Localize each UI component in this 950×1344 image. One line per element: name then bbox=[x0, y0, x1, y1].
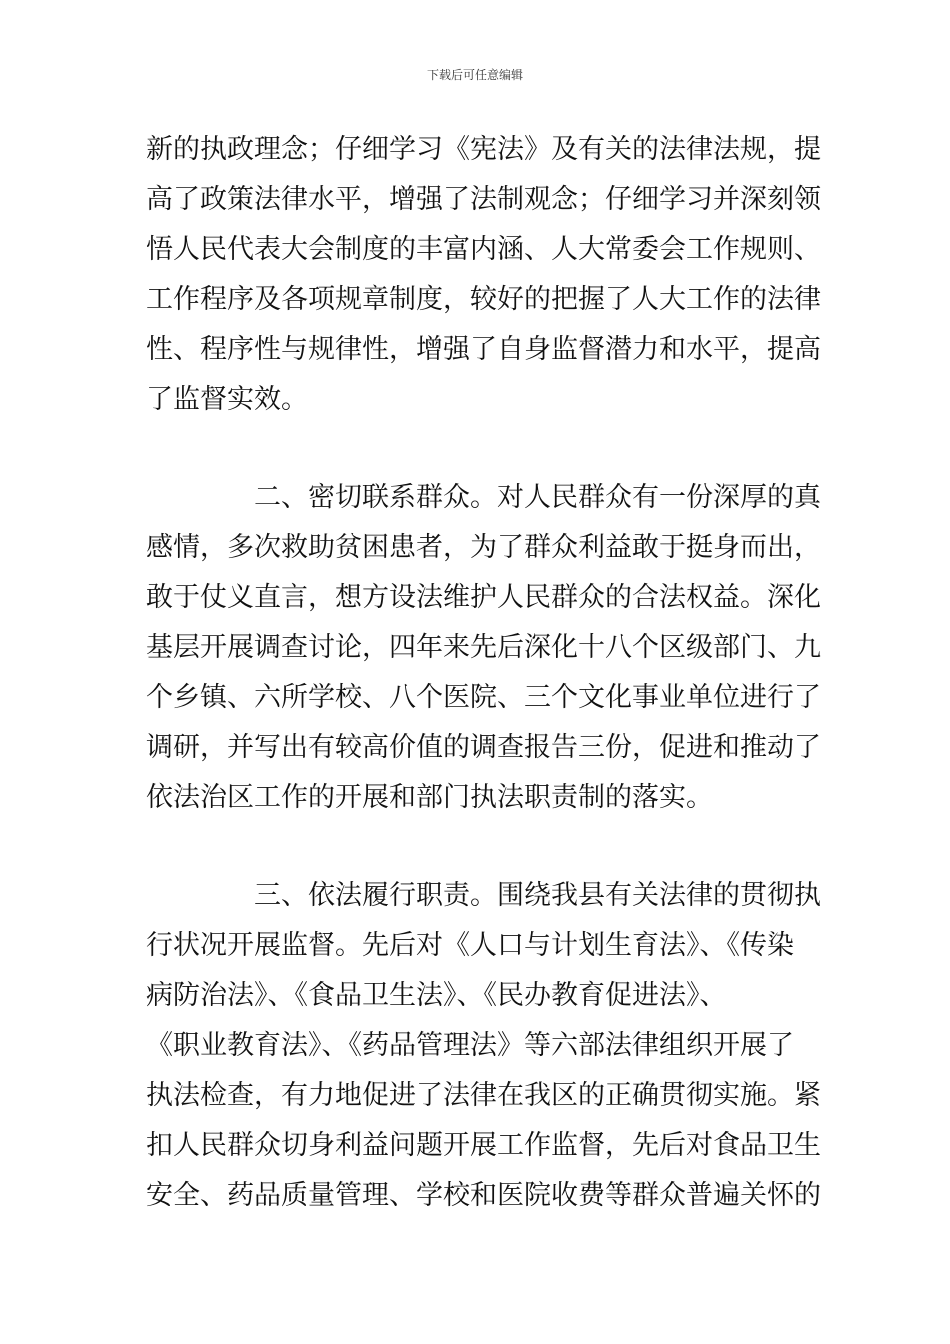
text-line: 性、程序性与规律性，增强了自身监督潜力和水平，提高 bbox=[146, 334, 821, 365]
text-line: 悟人民代表大会制度的丰富内涵、人大常委会工作规则、 bbox=[146, 234, 821, 265]
text-line: 安全、药品质量管理、学校和医院收费等群众普遍关怀的 bbox=[146, 1180, 821, 1211]
text-line: 病防治法》、《食品卫生法》、《民办教育促进法》、 bbox=[146, 980, 727, 1011]
text-line: 依法治区工作的开展和部门执法职责制的落实。 bbox=[146, 782, 713, 813]
page-header-note: 下载后可任意编辑 bbox=[426, 68, 523, 82]
text-line: 扣人民群众切身利益问题开展工作监督，先后对食品卫生 bbox=[146, 1130, 821, 1161]
text-line: 工作程序及各项规章制度，较好的把握了人大工作的法律 bbox=[146, 284, 821, 315]
text-line: 三、依法履行职责。围绕我县有关法律的贯彻执 bbox=[254, 880, 821, 911]
text-line: 行状况开展监督。先后对《人口与计划生育法》、《传染 bbox=[146, 930, 794, 961]
text-line: 执法检查，有力地促进了法律在我区的正确贯彻实施。紧 bbox=[146, 1080, 821, 1111]
text-line: 基层开展调查讨论，四年来先后深化十八个区级部门、九 bbox=[146, 632, 821, 663]
text-line: 敢于仗义直言，想方设法维护人民群众的合法权益。深化 bbox=[146, 582, 821, 613]
text-line: 调研，并写出有较高价值的调查报告三份，促进和推动了 bbox=[146, 732, 821, 763]
text-line: 高了政策法律水平，增强了法制观念；仔细学习并深刻领 bbox=[146, 184, 821, 215]
text-line: 二、密切联系群众。对人民群众有一份深厚的真 bbox=[254, 482, 821, 513]
text-line: 个乡镇、六所学校、八个医院、三个文化事业单位进行了 bbox=[146, 682, 821, 713]
text-line: 了监督实效。 bbox=[146, 384, 308, 415]
text-line: 《职业教育法》、《药品管理法》等六部法律组织开展了 bbox=[146, 1030, 794, 1061]
text-line: 感情，多次救助贫困患者，为了群众利益敢于挺身而出， bbox=[146, 532, 821, 563]
text-line: 新的执政理念；仔细学习《宪法》及有关的法律法规，提 bbox=[146, 134, 821, 165]
